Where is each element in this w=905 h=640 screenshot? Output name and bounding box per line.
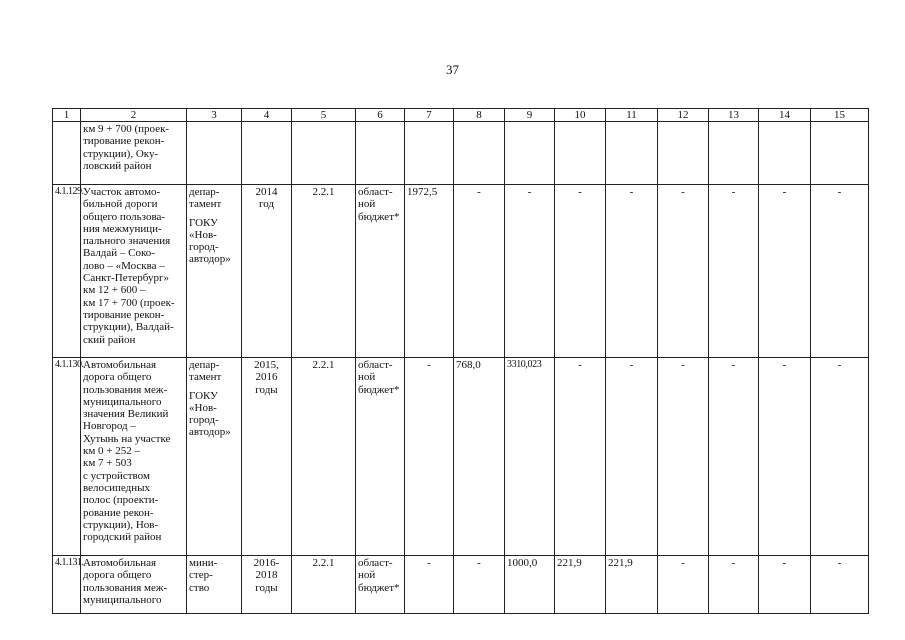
table-row	[53, 122, 869, 185]
item-value: -	[759, 556, 811, 614]
column-number: 15	[811, 109, 869, 122]
item-years: 2015, 2016 годы	[242, 358, 292, 556]
column-number: 12	[658, 109, 709, 122]
item-value: -	[759, 185, 811, 358]
column-number: 2	[81, 109, 187, 122]
item-value	[811, 122, 869, 185]
column-number: 13	[709, 109, 759, 122]
item-code: 2.2.1	[292, 185, 356, 358]
item-owner	[187, 185, 242, 358]
item-value	[555, 122, 606, 185]
item-years	[242, 122, 292, 185]
item-owner	[187, 358, 242, 556]
item-value	[405, 122, 454, 185]
item-name: Участок автомо- бильной дороги общего пользова- ния межмуници- пального значения Валдай – Соко- лово – «Москва – Санкт-Петербург» км 12 + 600 – км 17 + 700 (проек- тирование рекон- струкции), Валдай- ский район	[81, 185, 187, 358]
item-source: област- ной бюджет*	[356, 185, 405, 358]
item-value: -	[811, 358, 869, 556]
owner-department: депар- тамент	[189, 186, 222, 211]
item-code	[292, 122, 356, 185]
column-number: 9	[505, 109, 555, 122]
item-number	[53, 122, 81, 185]
item-value: 221,9	[555, 556, 606, 614]
column-number: 8	[454, 109, 505, 122]
column-number: 10	[555, 109, 606, 122]
item-value: -	[454, 556, 505, 614]
item-years: 2014 год	[242, 185, 292, 358]
item-number: 4.1.130.	[53, 358, 81, 556]
item-value: -	[709, 556, 759, 614]
item-name: км 9 + 700 (проек- тирование рекон- струкции), Оку- ловский район	[81, 122, 187, 185]
item-value: 221,9	[606, 556, 658, 614]
item-value: -	[405, 358, 454, 556]
item-value: -	[405, 556, 454, 614]
column-number: 6	[356, 109, 405, 122]
item-number: 4.1.129.	[53, 185, 81, 358]
table-row	[53, 185, 869, 358]
item-value: 1972,5	[405, 185, 454, 358]
item-value: -	[606, 185, 658, 358]
item-value: -	[811, 185, 869, 358]
item-code: 2.2.1	[292, 358, 356, 556]
item-value	[759, 122, 811, 185]
column-number: 1	[53, 109, 81, 122]
item-source	[356, 122, 405, 185]
item-value	[606, 122, 658, 185]
item-value: -	[606, 358, 658, 556]
item-value: 3310,023	[505, 358, 555, 556]
column-number: 7	[405, 109, 454, 122]
column-number: 4	[242, 109, 292, 122]
owner-agency: ГОКУ «Нов- город- автодор»	[189, 389, 231, 439]
item-number: 4.1.131.	[53, 556, 81, 614]
item-value: 768,0	[454, 358, 505, 556]
item-value	[505, 122, 555, 185]
column-number: 3	[187, 109, 242, 122]
item-value: -	[658, 556, 709, 614]
item-value: -	[555, 358, 606, 556]
item-value	[454, 122, 505, 185]
item-value	[709, 122, 759, 185]
column-number: 5	[292, 109, 356, 122]
item-value: -	[505, 185, 555, 358]
item-value: 1000,0	[505, 556, 555, 614]
item-name: Автомобильная дорога общего пользования меж- муниципального значения Великий Новгород – Хутынь на участке км 0 + 252 – км 7 + 503 с устройством велосипедных полос (проекти- рование рекон- струкции), Нов- городский район	[81, 358, 187, 556]
item-owner	[187, 122, 242, 185]
item-value	[658, 122, 709, 185]
program-table	[52, 108, 869, 614]
item-value: -	[658, 358, 709, 556]
page-number: 37	[446, 62, 459, 77]
item-source: област- ной бюджет*	[356, 358, 405, 556]
item-value: -	[454, 185, 505, 358]
item-value: -	[709, 185, 759, 358]
item-years: 2016- 2018 годы	[242, 556, 292, 614]
column-number: 14	[759, 109, 811, 122]
item-value: -	[759, 358, 811, 556]
item-owner: мини- стер- ство	[187, 556, 242, 614]
item-value: -	[709, 358, 759, 556]
item-name: Автомобильная дорога общего пользования меж- муниципального	[81, 556, 187, 614]
item-code: 2.2.1	[292, 556, 356, 614]
table-row	[53, 556, 869, 614]
column-number-row	[53, 109, 869, 122]
item-value: -	[658, 185, 709, 358]
column-number: 11	[606, 109, 658, 122]
item-value: -	[811, 556, 869, 614]
owner-agency: ГОКУ «Нов- город- автодор»	[189, 216, 231, 266]
item-source: област- ной бюджет*	[356, 556, 405, 614]
owner-department: депар- тамент	[189, 359, 222, 384]
table-row	[53, 358, 869, 556]
item-value: -	[555, 185, 606, 358]
